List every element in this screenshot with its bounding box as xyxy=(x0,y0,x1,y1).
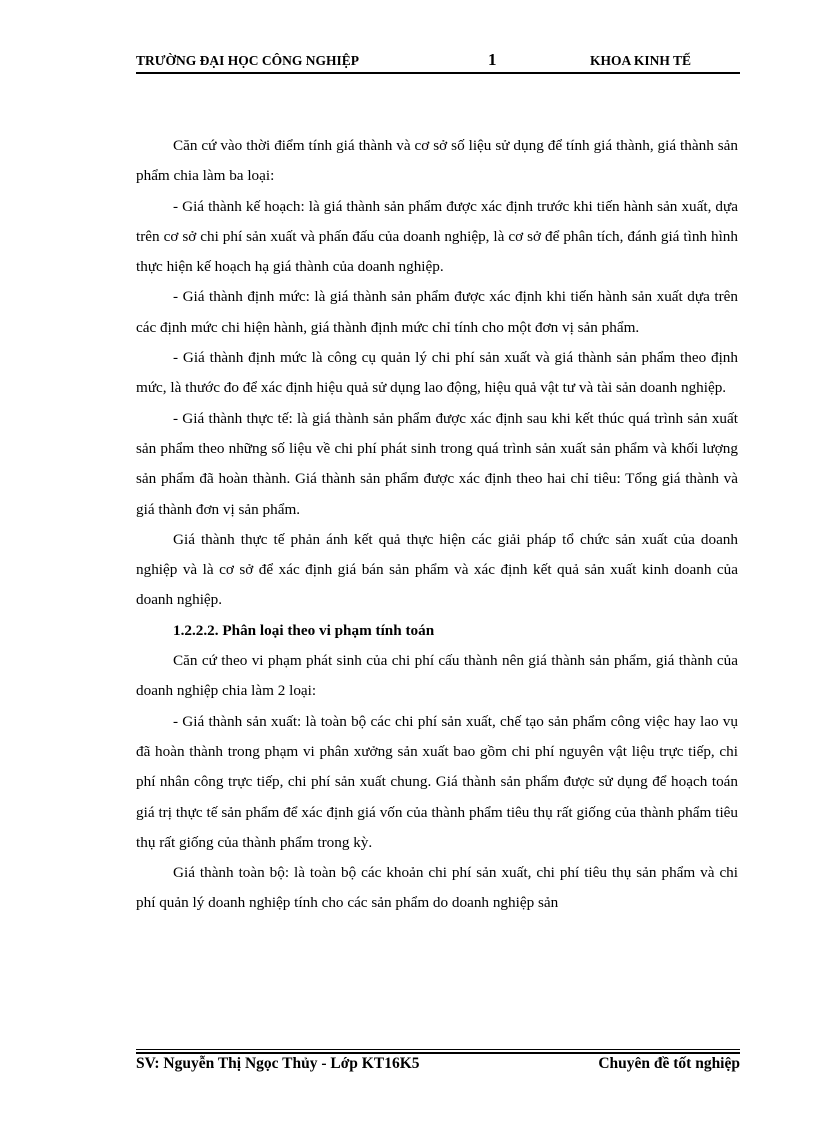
header-page-number: 1 xyxy=(488,50,497,69)
page-header xyxy=(136,50,740,72)
footer-student-info: SV: Nguyễn Thị Ngọc Thủy - Lớp KT16K5 xyxy=(136,1055,420,1072)
footer-divider-thick xyxy=(136,1052,740,1054)
paragraph-intro: Căn cứ vào thời điểm tính giá thành và cơ sở số liệu sử dụng để tính giá thành, giá thành sản phẩm chia làm ba loại: xyxy=(136,137,738,185)
paragraph-planned-cost: - Giá thành kế hoạch: là giá thành sản phẩm được xác định trước khi tiến hành sản xuất, dựa trên cơ sở chi phí sản xuất và phấn đấu của doanh nghiệp, là cơ sở để phân tích, đánh giá tình hình thực hiện kế hoạch hạ giá thành của doanh nghiệp. xyxy=(136,197,738,276)
section-heading: 1.2.2.2. Phân loại theo vi phạm tính toán xyxy=(173,621,435,639)
paragraph-standard-cost-tool: - Giá thành định mức là công cụ quản lý chi phí sản xuất và giá thành sản phẩm theo định mức, là thước đo để xác định hiệu quả sử dụng lao động, hiệu quả vật tư và tài sản doanh nghiệp. xyxy=(136,349,738,397)
paragraph-standard-cost: - Giá thành định mức: là giá thành sản phẩm được xác định khi tiến hành sản xuất dựa trên các định mức chi hiện hành, giá thành định mức chỉ tính cho một đơn vị sản phẩm. xyxy=(136,288,738,336)
header-faculty-name: KHOA KINH TẾ xyxy=(590,53,692,68)
page-footer xyxy=(136,1055,740,1079)
header-divider xyxy=(136,72,740,74)
paragraph-actual-cost: - Giá thành thực tế: là giá thành sản phẩm được xác định sau khi kết thúc quá trình sản xuất sản phẩm theo những số liệu về chi phí phát sinh trong quá trình sản xuất sản phẩm và khối lượng sản phẩm đã hoàn thành. Giá thành sản phẩm được xác định theo hai chỉ tiêu: Tổng giá thành và giá thành đơn vị sản phẩm. xyxy=(136,409,738,518)
paragraph-total-cost: Giá thành toàn bộ: là toàn bộ các khoản chi phí sản xuất, chi phí tiêu thụ sản phẩm và chi phí quản lý doanh nghiệp tính cho các sản phẩm do doanh nghiệp sản xyxy=(136,864,738,912)
paragraph-scope-intro: Căn cứ theo vi phạm phát sinh của chi phí cấu thành nên giá thành sản phẩm, giá thành của doanh nghiệp chia làm 2 loại: xyxy=(136,652,738,700)
document-body xyxy=(136,131,738,919)
paragraph-actual-cost-role: Giá thành thực tế phản ánh kết quả thực hiện các giải pháp tổ chức sản xuất của doanh nghiệp và là cơ sở để xác định giá bán sản phẩm và xác định kết quả sản xuất kinh doanh của doanh nghiệp. xyxy=(136,530,738,609)
header-school-name: TRƯỜNG ĐẠI HỌC CÔNG NGHIỆP xyxy=(136,53,360,68)
paragraph-production-cost: - Giá thành sản xuất: là toàn bộ các chi phí sản xuất, chế tạo sản phẩm công việc hay lao vụ đã hoàn thành trong phạm vi phân xưởng sản xuất bao gồm chi phí nguyên vật liệu trực tiếp, chi phí nhân công trực tiếp, chi phí sản xuất chung. Giá thành sản phẩm được sử dụng để hoạch toán giá trị thực tế sản phẩm để xác định giá vốn của thành phẩm tiêu thụ rất giống của thành phẩm tiêu thụ rất giống của thành phẩm trong kỳ. xyxy=(136,712,738,851)
footer-divider-thin xyxy=(136,1049,740,1050)
footer-document-type: Chuyên đề tốt nghiệp xyxy=(598,1055,740,1072)
